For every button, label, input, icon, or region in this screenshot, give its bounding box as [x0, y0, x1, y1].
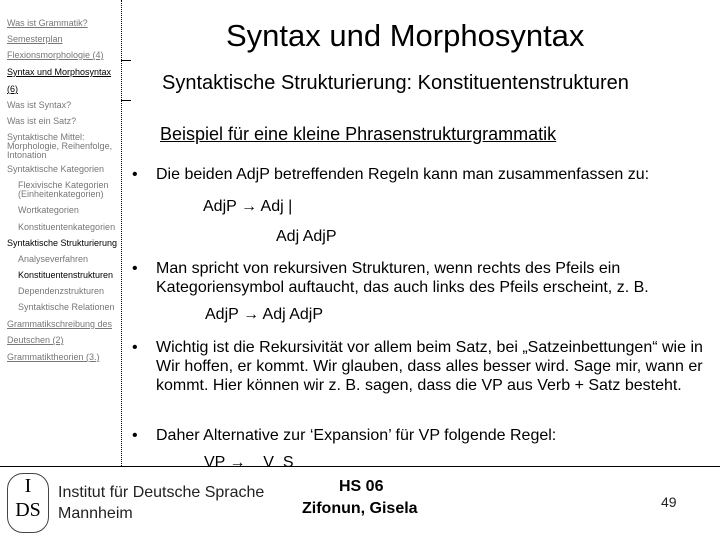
- sidebar-link-grammatiktheorien[interactable]: Grammatiktheorien (3.): [7, 352, 100, 362]
- sidebar-item-flexivische-2[interactable]: (Einheitenkategorien): [18, 189, 104, 199]
- ids-logo: I DS: [7, 473, 49, 533]
- institute-name: Institut für Deutsche Sprache: [58, 484, 265, 501]
- bullet-text: Die beiden AdjP betreffenden Regeln kann man zusammenfassen zu:: [156, 166, 650, 183]
- institute-city: Mannheim: [58, 505, 133, 522]
- grammar-rule: VP → V S: [204, 454, 294, 471]
- grammar-rule: Adj AdjP: [276, 228, 337, 245]
- sidebar-item-mittel[interactable]: Syntaktische Mittel:: [7, 132, 85, 142]
- sidebar-link-semesterplan[interactable]: Semesterplan: [7, 34, 63, 44]
- slide-title: Syntax und Morphosyntax: [226, 18, 585, 53]
- sidebar-link-flexionsmorphologie[interactable]: Flexionsmorphologie (4): [7, 50, 104, 60]
- sidebar-item-kategorien[interactable]: Syntaktische Kategorien: [7, 164, 105, 174]
- slide-subtitle: Syntaktische Strukturierung: Konstituentenstrukturen: [162, 72, 629, 94]
- grammar-rule: AdjP → Adj |: [203, 198, 293, 215]
- bullet-text: Daher Alternative zur ‘Expansion’ für VP folgende Regel:: [156, 427, 557, 444]
- sidebar-link-syntax-cont[interactable]: (6): [7, 84, 18, 94]
- sidebar-item-analyseverfahren[interactable]: Analyseverfahren: [18, 254, 89, 264]
- sidebar-link-grammatik[interactable]: Was ist Grammatik?: [7, 18, 88, 28]
- sidebar-item-relationen[interactable]: Syntaktische Relationen: [18, 302, 115, 312]
- section-heading: Beispiel für eine kleine Phrasenstrukturgrammatik: [160, 124, 557, 144]
- sidebar-item-dependenzstrukturen[interactable]: Dependenzstrukturen: [18, 286, 105, 296]
- sidebar-item-strukturierung[interactable]: Syntaktische Strukturierung: [7, 238, 118, 248]
- sidebar-item-satz[interactable]: Was ist ein Satz?: [7, 116, 77, 126]
- sidebar-item-wortkategorien[interactable]: Wortkategorien: [18, 205, 79, 215]
- sidebar-item-was-ist-syntax[interactable]: Was ist Syntax?: [7, 100, 72, 110]
- bullet-icon: •: [132, 339, 138, 356]
- bullet-icon: •: [132, 260, 138, 277]
- footer-divider: [0, 466, 720, 467]
- divider-tick: [121, 60, 131, 61]
- divider-tick: [121, 100, 131, 101]
- bullet-icon: •: [132, 166, 138, 183]
- author-label: Zifonun, Gisela: [302, 500, 418, 517]
- sidebar-link-grammatikschreibung[interactable]: Grammatikschreibung des: [7, 319, 113, 329]
- sidebar-item-mittel-3[interactable]: Intonation: [7, 150, 47, 160]
- sidebar-item-konstituentenstrukturen[interactable]: Konstituentenstrukturen: [18, 270, 114, 280]
- bullet-icon: •: [132, 427, 138, 444]
- sidebar-link-grammatikschreibung-cont[interactable]: Deutschen (2): [7, 335, 64, 345]
- sidebar-item-flexivische[interactable]: Flexivische Kategorien: [18, 180, 109, 190]
- sidebar-item-mittel-2[interactable]: Morphologie, Reihenfolge,: [7, 141, 113, 151]
- page-number: 49: [661, 494, 677, 510]
- sidebar-item-konstituentenkategorien[interactable]: Konstituentenkategorien: [18, 222, 116, 232]
- bullet-text: Wichtig ist die Rekursivität vor allem beim Satz, bei „Satzeinbettungen“ wie in Wir hoffen, er kommt. Wir glauben, dass alles besser wird. Sage mir, wann er kommt. Hier können wir z. B. sagen, dass die VP aus Verb + Satz besteht.: [156, 339, 703, 394]
- bullet-text: Man spricht von rekursiven Strukturen, wenn rechts des Pfeils ein Kategoriensymbol auftaucht, das auch links des Pfeils erscheint, z. B.: [156, 260, 649, 296]
- sidebar-link-syntax[interactable]: Syntax und Morphosyntax: [7, 67, 112, 77]
- grammar-rule: AdjP → Adj AdjP: [205, 306, 323, 323]
- course-label: HS 06: [339, 478, 384, 495]
- sidebar-divider: [121, 0, 122, 466]
